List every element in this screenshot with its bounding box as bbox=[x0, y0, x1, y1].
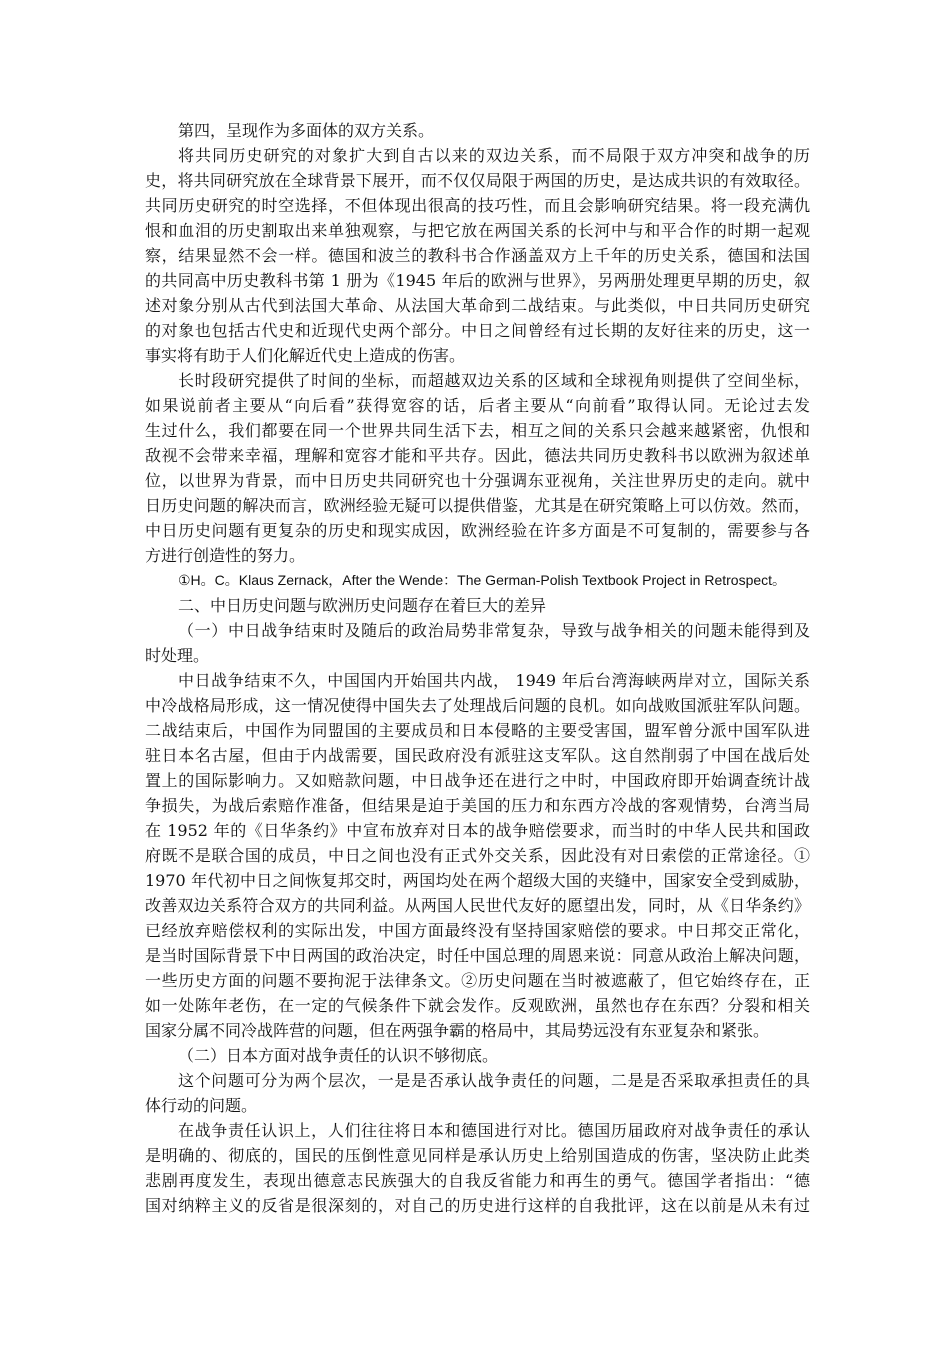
text-line: 一些历史方面的问题不要拘泥于法律条文。②历史问题在当时被遮蔽了，但它始终存在，正 bbox=[145, 971, 810, 990]
paragraph bbox=[145, 1118, 810, 1218]
body-text bbox=[145, 118, 810, 1218]
paragraph bbox=[145, 143, 810, 368]
text-line: 的对象也包括古代史和近现代史两个部分。中日之间曾经有过长期的友好往来的历史，这一 bbox=[145, 321, 810, 340]
text-line: 已经放弃赔偿权利的实际出发，中国方面最终没有坚持国家赔偿的要求。中日邦交正常化， bbox=[145, 921, 810, 940]
text-line: 的共同高中历史教科书第 1 册为《1945 年后的欧洲与世界》，另两册处理更早期的历史，叙 bbox=[145, 271, 810, 290]
text-line: （一）中日战争结束时及随后的政治局势非常复杂，导致与战争相关的问题未能得到及 bbox=[178, 621, 810, 640]
text-line: 驻日本名古屋，但由于内战需要，国民政府没有派驻这支军队。这自然削弱了中国在战后处 bbox=[145, 746, 810, 765]
text-line: 将共同历史研究的对象扩大到自古以来的双边关系，而不局限于双方冲突和战争的历 bbox=[178, 146, 810, 165]
text-line: 是当时国际背景下中日两国的政治决定，时任中国总理的周恩来说：同意从政治上解决问题， bbox=[145, 946, 810, 965]
text-line: 改善双边关系符合双方的共同利益。从两国人民世代友好的愿望出发，同时，从《日华条约》 bbox=[145, 896, 810, 915]
footnote-citation bbox=[145, 568, 810, 593]
text-line: 恨和血泪的历史割取出来单独观察，与把它放在两国关系的长河中与和平合作的时期一起观 bbox=[145, 221, 810, 240]
text-line: 方进行创造性的努力。 bbox=[145, 546, 306, 565]
text-line: 史，将共同研究放在全球背景下展开，而不仅仅局限于两国的历史，是达成共识的有效取径。 bbox=[145, 171, 810, 190]
text-line: 中冷战格局形成，这一情况使得中国失去了处理战后问题的良机。如向战败国派驻军队问题。 bbox=[145, 696, 810, 715]
paragraph bbox=[145, 1068, 810, 1118]
text-line: 在 1952 年的《日华条约》中宣布放弃对日本的战争赔偿要求，而当时的中华人民共和国政 bbox=[145, 821, 810, 840]
text-line: 是明确的、彻底的，国民的压倒性意见同样是承认历史上给别国造成的伤害，坚决防止此类 bbox=[145, 1146, 810, 1165]
text-line: 日历史问题的解决而言，欧洲经验无疑可以提供借鉴，尤其是在研究策略上可以仿效。然而， bbox=[145, 496, 810, 515]
text-line: 1970 年代初中日之间恢复邦交时，两国均处在两个超级大国的夹缝中，国家安全受到威胁， bbox=[145, 871, 810, 890]
text-line: 在战争责任认识上，人们往往将日本和德国进行对比。德国历届政府对战争责任的承认 bbox=[178, 1121, 810, 1140]
text-line: 置上的国际影响力。又如赔款问题，中日战争还在进行之中时，中国政府即开始调查统计战 bbox=[145, 771, 810, 790]
text-line: 二战结束后，中国作为同盟国的主要成员和日本侵略的主要受害国，盟军曾分派中国军队进 bbox=[145, 721, 810, 740]
subsection-heading bbox=[145, 1043, 810, 1068]
text-line: 府既不是联合国的成员，中日之间也没有正式外交关系，因此没有对日索偿的正常途径。① bbox=[145, 846, 810, 865]
text-line: 国对纳粹主义的反省是很深刻的，对自己的历史进行这样的自我批评，这在以前是从未有过 bbox=[145, 1196, 810, 1215]
text-line: 敌视不会带来幸福，理解和宽容才能和平共存。因此，德法共同历史教科书以欧洲为叙述单 bbox=[145, 446, 810, 465]
text-line: （二）日本方面对战争责任的认识不够彻底。 bbox=[178, 1046, 499, 1065]
text-line: 中日历史问题有更复杂的历史和现实成因，欧洲经验在许多方面是不可复制的，需要参与各 bbox=[145, 521, 810, 540]
text-line: 生过什么，我们都要在同一个世界共同生活下去，相互之间的关系只会越来越紧密，仇恨和 bbox=[145, 421, 810, 440]
paragraph bbox=[145, 368, 810, 568]
text-line: 二、中日历史问题与欧洲历史问题存在着巨大的差异 bbox=[178, 596, 547, 615]
text-line: 悲剧再度发生，表现出德意志民族强大的自我反省能力和再生的勇气。德国学者指出：“德 bbox=[145, 1171, 810, 1190]
text-line: 如果说前者主要从“向后看”获得宽容的话，后者主要从“向前看”取得认同。无论过去发 bbox=[145, 396, 810, 415]
text-line: 中日战争结束不久，中国国内开始国共内战， 1949 年后台湾海峡两岸对立，国际关系 bbox=[178, 671, 810, 690]
text-line: 位，以世界为背景，而中日历史共同研究也十分强调东亚视角，关注世界历史的走向。就中 bbox=[145, 471, 810, 490]
text-line: 第四，呈现作为多面体的双方关系。 bbox=[178, 121, 435, 140]
text-line: 时处理。 bbox=[145, 646, 210, 665]
text-line: 述对象分别从古代到法国大革命、从法国大革命到二战结束。与此类似，中日共同历史研究 bbox=[145, 296, 810, 315]
text-line: ①H。C。Klaus Zernack，After the Wende：The German-Polish Textbook Project in Retrospect。 bbox=[178, 572, 787, 588]
text-line: 如一处陈年老伤，在一定的气候条件下就会发作。反观欧洲，虽然也存在东西？分裂和相关 bbox=[145, 996, 810, 1015]
text-line: 长时段研究提供了时间的坐标，而超越双边关系的区域和全球视角则提供了空间坐标， bbox=[178, 371, 810, 390]
text-line: 争损失，为战后索赔作准备，但结果是迫于美国的压力和东西方冷战的客观情势，台湾当局 bbox=[145, 796, 810, 815]
text-line: 共同历史研究的时空选择，不但体现出很高的技巧性，而且会影响研究结果。将一段充满仇 bbox=[145, 196, 810, 215]
text-line: 事实将有助于人们化解近代史上造成的伤害。 bbox=[145, 346, 466, 365]
subsection-heading bbox=[145, 618, 810, 668]
text-line: 国家分属不同冷战阵营的问题，但在两强争霸的格局中，其局势远没有东亚复杂和紧张。 bbox=[145, 1021, 770, 1040]
section-heading bbox=[145, 593, 810, 618]
text-line: 体行动的问题。 bbox=[145, 1096, 258, 1115]
text-line: 这个问题可分为两个层次，一是是否承认战争责任的问题，二是是否采取承担责任的具 bbox=[178, 1071, 810, 1090]
point-heading bbox=[145, 118, 810, 143]
paragraph bbox=[145, 668, 810, 1043]
text-line: 察，结果显然不会一样。德国和波兰的教科书合作涵盖双方上千年的历史关系，德国和法国 bbox=[145, 246, 810, 265]
